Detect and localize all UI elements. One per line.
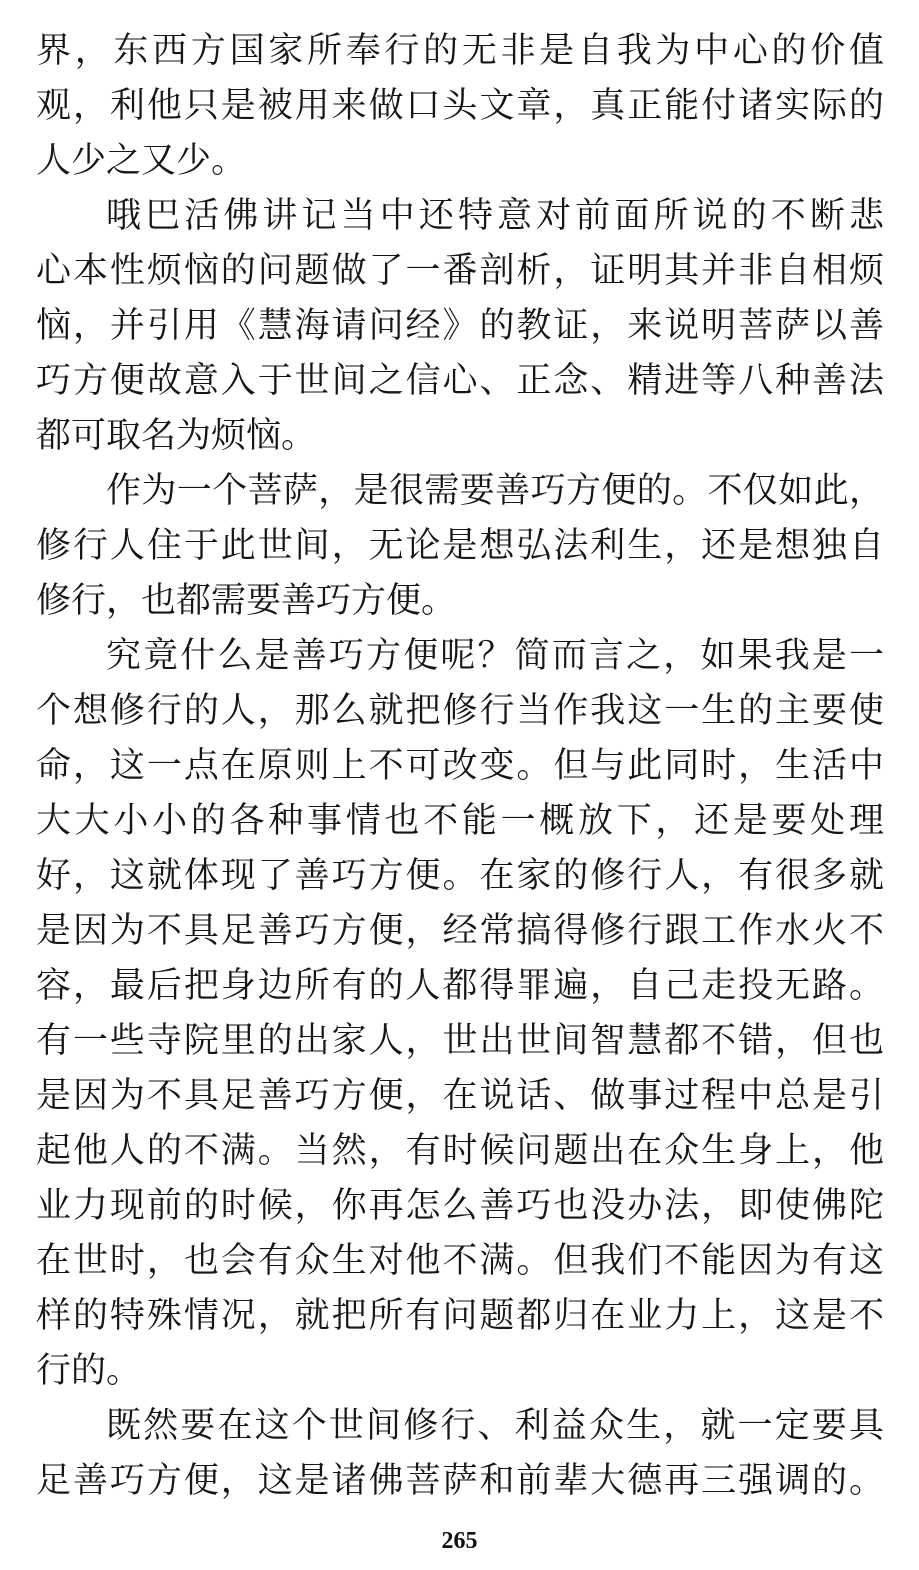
- text-line: 足善巧方便，这是诸佛菩萨和前辈大德再三强调的。: [36, 1461, 884, 1501]
- text-line: 命，这一点在原则上不可改变。但与此同时，生活中: [36, 746, 884, 786]
- text-line: 好，这就体现了善巧方便。在家的修行人，有很多就: [36, 856, 884, 896]
- text-line: 都可取名为烦恼。: [36, 416, 317, 456]
- text-line: 行的。: [36, 1351, 142, 1391]
- text-line: 有一些寺院里的出家人，世出世间智慧都不错，但也: [36, 1021, 884, 1061]
- text-line: 个想修行的人，那么就把修行当作我这一生的主要使: [36, 691, 884, 731]
- text-line: 样的特殊情况，就把所有问题都归在业力上，这是不: [36, 1296, 884, 1336]
- body-text: [36, 24, 884, 1509]
- text-line: 起他人的不满。当然，有时候问题出在众生身上，他: [36, 1131, 884, 1171]
- text-line: 在世时，也会有众生对他不满。但我们不能因为有这: [36, 1241, 884, 1281]
- text-line: 界，东西方国家所奉行的无非是自我为中心的价值: [36, 31, 884, 71]
- text-line: 作为一个菩萨，是很需要善巧方便的。不仅如此，: [106, 471, 884, 511]
- page-number: 265: [441, 1528, 478, 1554]
- text-line: 心本性烦恼的问题做了一番剖析，证明其并非自相烦: [36, 251, 884, 291]
- text-line: 观，利他只是被用来做口头文章，真正能付诸实际的: [36, 86, 884, 126]
- text-line: 巧方便故意入于世间之信心、正念、精进等八种善法: [36, 361, 884, 401]
- text-line: 究竟什么是善巧方便呢？简而言之，如果我是一: [106, 636, 884, 676]
- text-line: 既然要在这个世间修行、利益众生，就一定要具: [106, 1406, 884, 1446]
- text-line: 是因为不具足善巧方便，在说话、做事过程中总是引: [36, 1076, 884, 1116]
- text-line: 哦巴活佛讲记当中还特意对前面所说的不断悲: [106, 196, 884, 236]
- text-line: 修行人住于此世间，无论是想弘法利生，还是想独自: [36, 526, 884, 566]
- text-line: 恼，并引用《慧海请问经》的教证，来说明菩萨以善: [36, 306, 884, 346]
- text-line: 人少之又少。: [36, 141, 247, 181]
- text-line: 容，最后把身边所有的人都得罪遍，自己走投无路。: [36, 966, 884, 1006]
- text-line: 是因为不具足善巧方便，经常搞得修行跟工作水火不: [36, 911, 884, 951]
- text-line: 大大小小的各种事情也不能一概放下，还是要处理: [36, 801, 884, 841]
- text-line: 修行，也都需要善巧方便。: [36, 581, 457, 621]
- text-line: 业力现前的时候，你再怎么善巧也没办法，即使佛陀: [36, 1186, 884, 1226]
